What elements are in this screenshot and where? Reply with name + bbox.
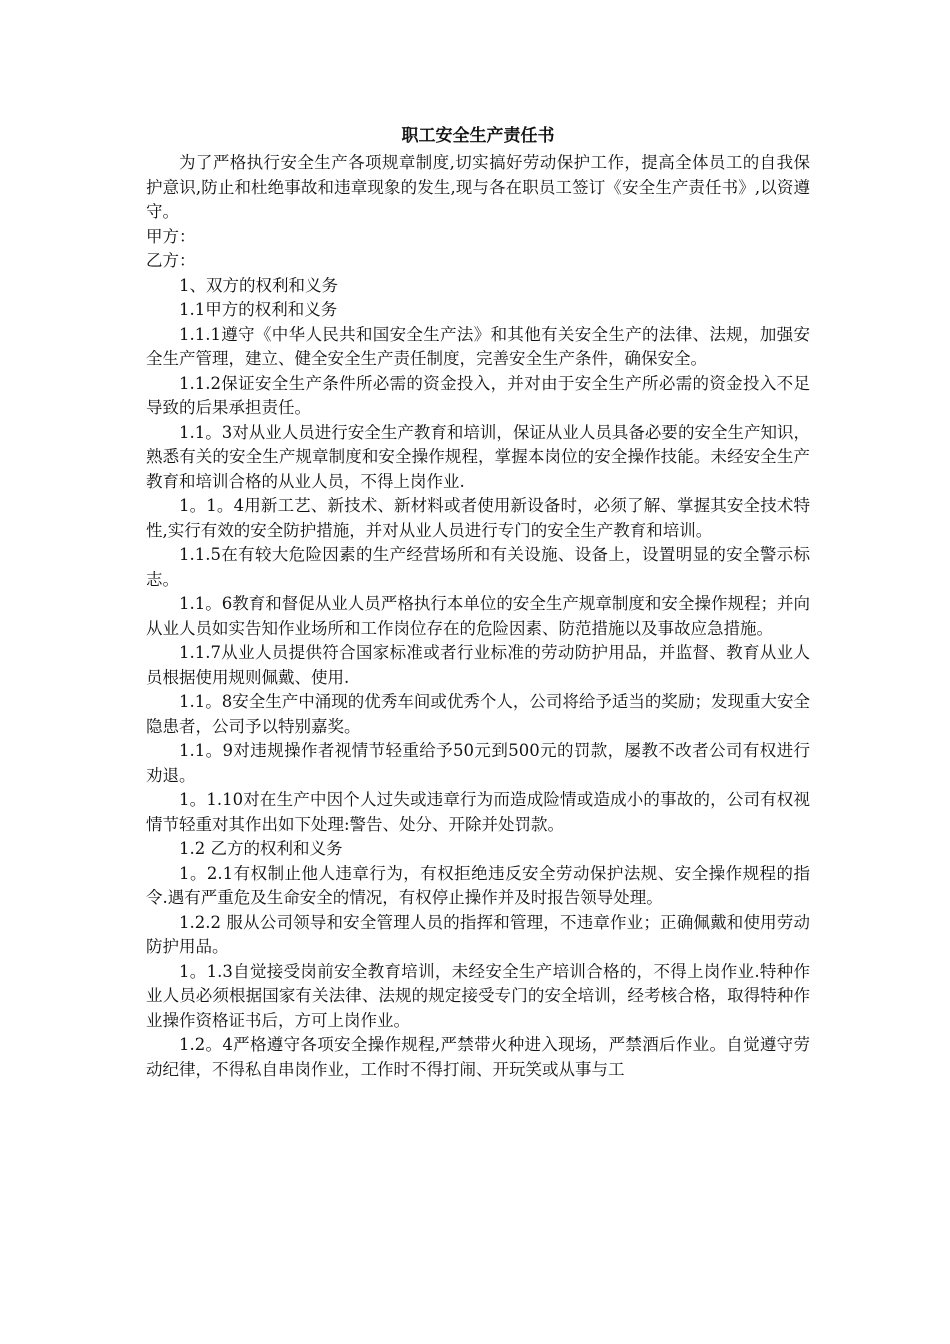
intro-paragraph: 为了严格执行安全生产各项规章制度,切实搞好劳动保护工作，提高全体员工的自我保护意识,防止和杜绝事故和违章现象的发生,现与各在职员工签订《安全生产责任书》,以资遵守。 <box>146 153 810 221</box>
document-page <box>146 124 810 1082</box>
clause-paragraph: 1。1.3自觉接受岗前安全教育培训，未经安全生产培训合格的，不得上岗作业.特种作业人员必须根据国家有关法律、法规的规定接受专门的安全培训，经考核合格，取得特种作业操作资格证书后，方可上岗作业。 <box>146 961 810 1030</box>
clause-paragraph: 1.1。3对从业人员进行安全生产教育和培训，保证从业人员具备必要的安全生产知识，熟悉有关的安全生产规章制度和安全操作规程，掌握本岗位的安全操作技能。未经安全生产教育和培训合格的从业人员，不得上岗作业. <box>146 422 810 491</box>
party-a-line: 甲方： <box>146 226 196 246</box>
party-b-line: 乙方： <box>146 251 196 270</box>
clause-paragraph: 1.1.1遵守《中华人民共和国安全生产法》和其他有关安全生产的法律、法规，加强安全生产管理，建立、健全安全生产责任制度，完善安全生产条件，确保安全。 <box>146 324 810 368</box>
clause-paragraph: 1。1。4用新工艺、新技术、新材料或者使用新设备时，必须了解、掌握其安全技术特性,实行有效的安全防护措施，并对从业人员进行专门的安全生产教育和培训。 <box>146 496 810 540</box>
clause-paragraph: 1.2。4严格遵守各项安全操作规程,严禁带火种进入现场，严禁酒后作业。自觉遵守劳动纪律，不得私自串岗作业，工作时不得打闹、开玩笑或从事与工 <box>146 1035 810 1079</box>
subsection-heading: 1.1甲方的权利和义务 <box>179 300 338 319</box>
clause-paragraph: 1.1。6教育和督促从业人员严格执行本单位的安全生产规章制度和安全操作规程；并向从业人员如实告知作业场所和工作岗位存在的危险因素、防范措施以及事故应急措施。 <box>146 594 810 638</box>
clause-paragraph: 1.1。8安全生产中涌现的优秀车间或优秀个人，公司将给予适当的奖励；发现重大安全隐患者，公司予以特别嘉奖。 <box>146 692 810 736</box>
clause-paragraph: 1.1。9对违规操作者视情节轻重给予50元到500元的罚款，屡教不改者公司有权进行劝退。 <box>146 741 810 785</box>
document-body <box>146 151 810 1082</box>
clause-paragraph: 1.1.5在有较大危险因素的生产经营场所和有关设施、设备上，设置明显的安全警示标志。 <box>146 545 810 589</box>
document-title: 职工安全生产责任书 <box>401 126 555 146</box>
section-heading: 1、双方的权利和义务 <box>179 275 338 295</box>
clause-paragraph: 1.1.7从业人员提供符合国家标准或者行业标准的劳动防护用品，并监督、教育从业人员根据使用规则佩戴、使用. <box>146 643 810 687</box>
clause-paragraph: 1。2.1有权制止他人违章行为，有权拒绝违反安全劳动保护法规、安全操作规程的指令.遇有严重危及生命安全的情况，有权停止操作并及时报告领导处理。 <box>146 863 810 907</box>
clause-paragraph: 1.1.2保证安全生产条件所必需的资金投入，并对由于安全生产所必需的资金投入不足导致的后果承担责任。 <box>146 373 810 417</box>
clause-paragraph: 1。1.10对在生产中因个人过失或违章行为而造成险情或造成小的事故的，公司有权视情节轻重对其作出如下处理:警告、处分、开除并处罚款。 <box>146 790 810 834</box>
clause-paragraph: 1.2.2 服从公司领导和安全管理人员的指挥和管理，不违章作业；正确佩戴和使用劳动防护用品。 <box>146 912 810 956</box>
subsection-heading: 1.2 乙方的权利和义务 <box>179 839 343 858</box>
